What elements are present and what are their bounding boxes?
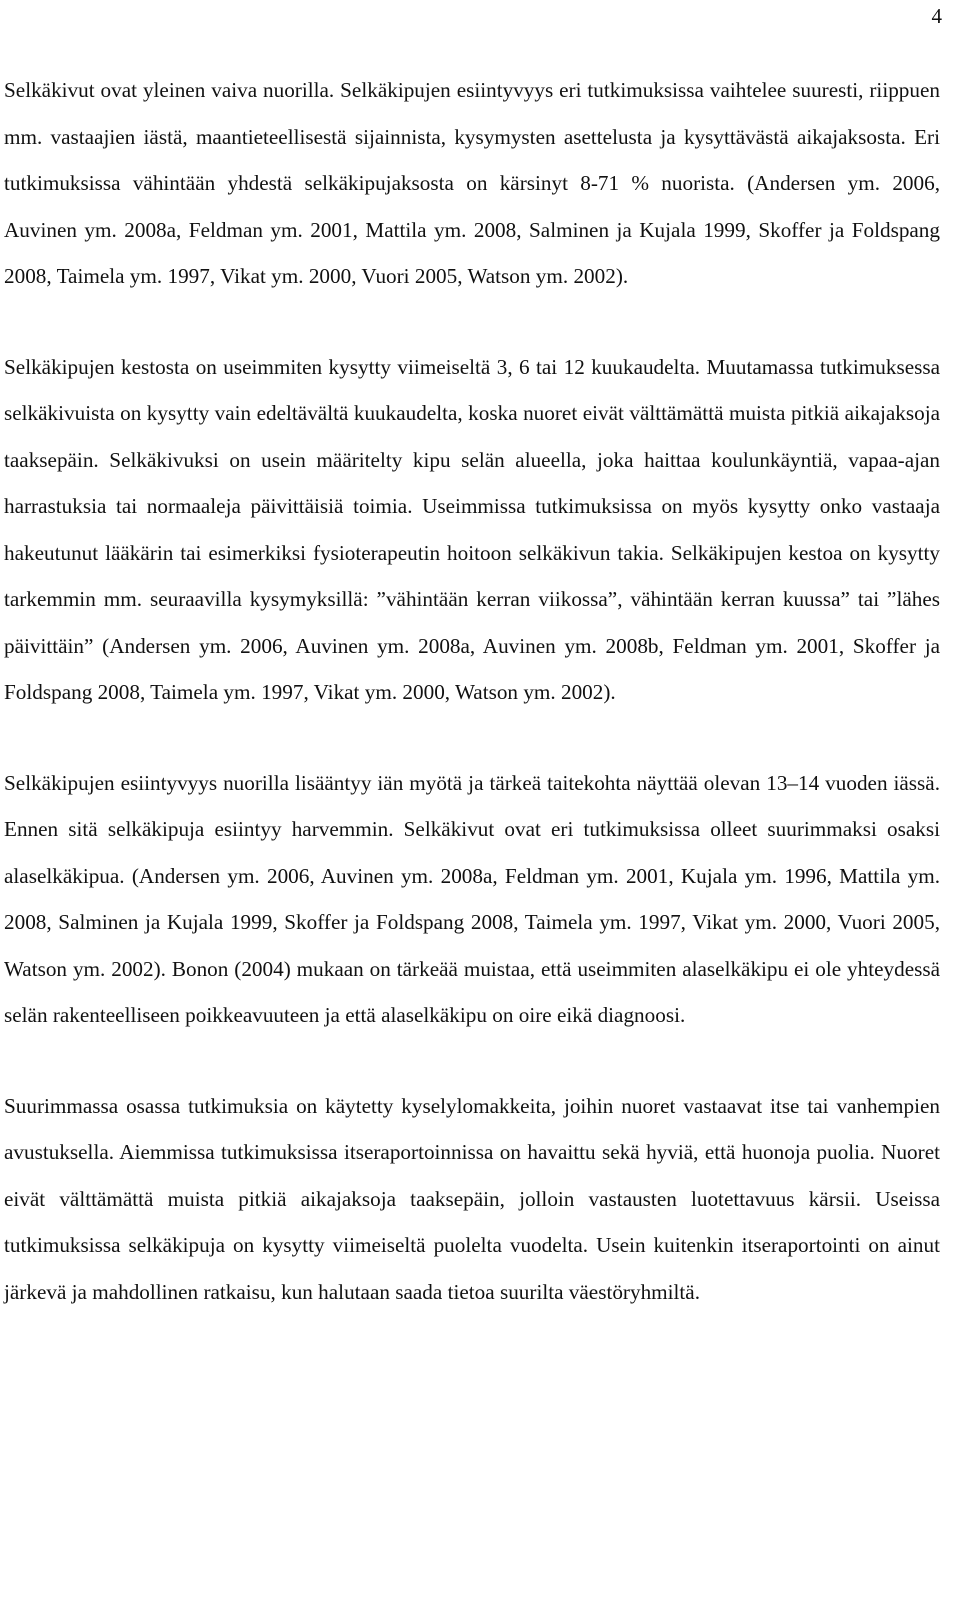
body-text bbox=[4, 67, 940, 1315]
paragraph-prevalence: Selkäkivut ovat yleinen vaiva nuorilla. Selkäkipujen esiintyvyys eri tutkimuksissa vaihtelee suuresti, riippuen mm. vastaajien iästä, maantieteellisestä sijainnista, kysymysten asettelusta ja kysyttävästä aikajaksosta. Eri tutkimuksissa vähintään yhdestä selkäkipujaksosta on kärsinyt 8-71 % nuorista. (Andersen ym. 2006, Auvinen ym. 2008a, Feldman ym. 2001, Mattila ym. 2008, Salminen ja Kujala 1999, Skoffer ja Foldspang 2008, Taimela ym. 1997, Vikat ym. 2000, Vuori 2005, Watson ym. 2002). bbox=[4, 78, 940, 288]
paragraph-duration: Selkäkipujen kestosta on useimmiten kysytty viimeiseltä 3, 6 tai 12 kuukaudelta. Muutamassa tutkimuksessa selkäkivuista on kysytty vain edeltävältä kuukaudelta, koska nuoret eivät välttämättä muista pitkiä aikajaksoja taaksepäin. Selkäkivuksi on usein määritelty kipu selän alueella, joka haittaa koulunkäyntiä, vapaa-ajan harrastuksia tai normaaleja päivittäisiä toimia. Useimmissa tutkimuksissa on myös kysytty onko vastaaja hakeutunut lääkärin tai esimerkiksi fysioterapeutin hoitoon selkäkivun takia. Selkäkipujen kestoa on kysytty tarkemmin mm. seuraavilla kysymyksillä: ”vähintään kerran viikossa”, vähintään kerran kuussa” tai ”lähes päivittäin” (Andersen ym. 2006, Auvinen ym. 2008a, Auvinen ym. 2008b, Feldman ym. 2001, Skoffer ja Foldspang 2008, Taimela ym. 1997, Vikat ym. 2000, Watson ym. 2002). bbox=[4, 354, 940, 704]
page-number: 4 bbox=[931, 4, 942, 28]
paragraph-methods: Suurimmassa osassa tutkimuksia on käytetty kyselylomakkeita, joihin nuoret vastaavat itse tai vanhempien avustuksella. Aiemmissa tutkimuksissa itseraportoinnissa on havaittu sekä hyviä, että huonoja puolia. Nuoret eivät välttämättä muista pitkiä aikajaksoja taaksepäin, jolloin vastausten luotettavuus kärsii. Useissa tutkimuksissa selkäkipuja on kysytty viimeiseltä puolelta vuodelta. Usein kuitenkin itseraportointi on ainut järkevä ja mahdollinen ratkaisu, kun halutaan saada tietoa suurilta väestöryhmiltä. bbox=[4, 1093, 940, 1304]
paragraph-age: Selkäkipujen esiintyvyys nuorilla lisääntyy iän myötä ja tärkeä taitekohta näyttää olevan 13–14 vuoden iässä. Ennen sitä selkäkipuja esiintyy harvemmin. Selkäkivut ovat eri tutkimuksissa olleet suurimmaksi osaksi alaselkäkipua. (Andersen ym. 2006, Auvinen ym. 2008a, Feldman ym. 2001, Kujala ym. 1996, Mattila ym. 2008, Salminen ja Kujala 1999, Skoffer ja Foldspang 2008, Taimela ym. 1997, Vikat ym. 2000, Vuori 2005, Watson ym. 2002). Bonon (2004) mukaan on tärkeää muistaa, että useimmiten alaselkäkipu ei ole yhteydessä selän rakenteelliseen poikkeavuuteen ja että alaselkäkipu on oire eikä diagnoosi. bbox=[4, 770, 940, 1027]
